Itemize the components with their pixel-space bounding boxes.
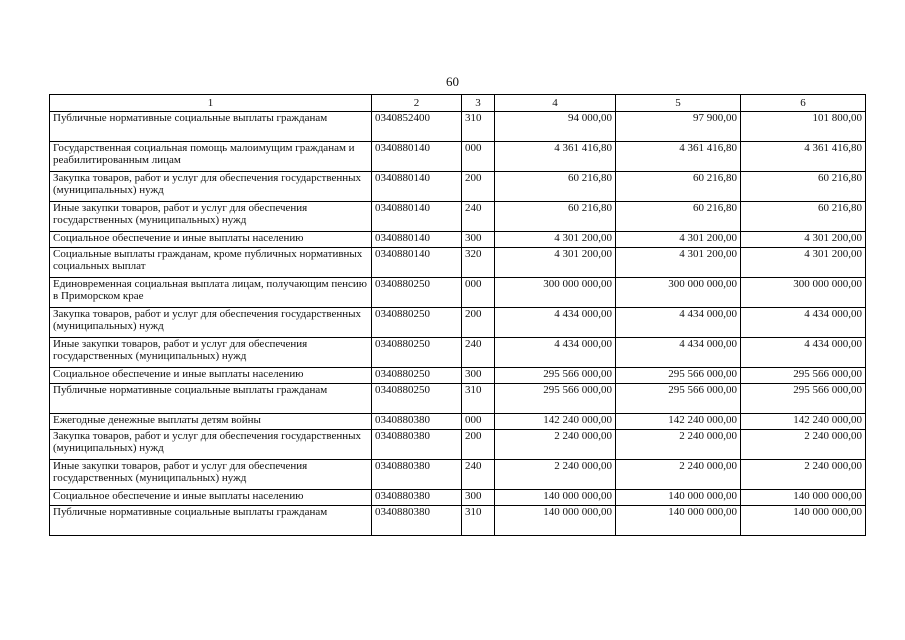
row-name-cell: Иные закупки товаров, работ и услуг для обеспечения государственных (муниципальных) нужд	[50, 460, 372, 490]
row-amount-cell: 4 301 200,00	[741, 248, 866, 278]
table-row	[50, 368, 866, 384]
row-vr-cell: 000	[462, 414, 495, 430]
row-amount-cell: 60 216,80	[495, 202, 616, 232]
row-amount-cell: 295 566 000,00	[741, 368, 866, 384]
table-row	[50, 338, 866, 368]
row-name-cell: Социальные выплаты гражданам, кроме публичных нормативных социальных выплат	[50, 248, 372, 278]
table-row	[50, 460, 866, 490]
row-name-cell: Государственная социальная помощь малоимущим гражданам и реабилитированным лицам	[50, 142, 372, 172]
row-code-cell: 0340880380	[372, 490, 462, 506]
table-row	[50, 112, 866, 142]
row-code-cell: 0340880380	[372, 460, 462, 490]
row-amount-cell: 140 000 000,00	[495, 490, 616, 506]
row-code-cell: 0340880380	[372, 506, 462, 536]
row-vr-cell: 000	[462, 278, 495, 308]
row-amount-cell: 4 301 200,00	[616, 248, 741, 278]
row-amount-cell: 2 240 000,00	[495, 430, 616, 460]
table-row	[50, 308, 866, 338]
row-amount-cell: 2 240 000,00	[741, 460, 866, 490]
row-code-cell: 0340880380	[372, 430, 462, 460]
row-code-cell: 0340880140	[372, 232, 462, 248]
column-header: 3	[462, 95, 495, 112]
row-amount-cell: 4 361 416,80	[741, 142, 866, 172]
table-row	[50, 278, 866, 308]
row-code-cell: 0340880140	[372, 172, 462, 202]
row-name-cell: Публичные нормативные социальные выплаты гражданам	[50, 384, 372, 414]
row-amount-cell: 142 240 000,00	[741, 414, 866, 430]
row-amount-cell: 4 301 200,00	[495, 232, 616, 248]
page-number: 60	[446, 74, 459, 89]
row-vr-cell: 320	[462, 248, 495, 278]
row-amount-cell: 295 566 000,00	[616, 368, 741, 384]
row-vr-cell: 300	[462, 490, 495, 506]
row-amount-cell: 4 361 416,80	[616, 142, 741, 172]
table-row	[50, 172, 866, 202]
row-code-cell: 0340880250	[372, 278, 462, 308]
row-amount-cell: 142 240 000,00	[616, 414, 741, 430]
row-code-cell: 0340880140	[372, 248, 462, 278]
row-code-cell: 0340880380	[372, 414, 462, 430]
row-amount-cell: 60 216,80	[616, 202, 741, 232]
row-amount-cell: 2 240 000,00	[495, 460, 616, 490]
row-name-cell: Закупка товаров, работ и услуг для обеспечения государственных (муниципальных) нужд	[50, 430, 372, 460]
row-vr-cell: 200	[462, 430, 495, 460]
table-row	[50, 232, 866, 248]
row-name-cell: Публичные нормативные социальные выплаты гражданам	[50, 112, 372, 142]
row-amount-cell: 60 216,80	[616, 172, 741, 202]
row-amount-cell: 295 566 000,00	[616, 384, 741, 414]
row-amount-cell: 300 000 000,00	[495, 278, 616, 308]
column-header: 4	[495, 95, 616, 112]
row-amount-cell: 4 434 000,00	[616, 308, 741, 338]
row-vr-cell: 200	[462, 172, 495, 202]
row-name-cell: Иные закупки товаров, работ и услуг для обеспечения государственных (муниципальных) нужд	[50, 338, 372, 368]
row-name-cell: Публичные нормативные социальные выплаты гражданам	[50, 506, 372, 536]
row-amount-cell: 295 566 000,00	[741, 384, 866, 414]
budget-table	[49, 94, 866, 536]
row-amount-cell: 295 566 000,00	[495, 384, 616, 414]
row-amount-cell: 101 800,00	[741, 112, 866, 142]
row-amount-cell: 4 301 200,00	[616, 232, 741, 248]
row-vr-cell: 240	[462, 202, 495, 232]
row-amount-cell: 4 434 000,00	[616, 338, 741, 368]
row-amount-cell: 4 434 000,00	[741, 338, 866, 368]
row-name-cell: Социальное обеспечение и иные выплаты населению	[50, 368, 372, 384]
row-vr-cell: 240	[462, 460, 495, 490]
row-name-cell: Иные закупки товаров, работ и услуг для обеспечения государственных (муниципальных) нужд	[50, 202, 372, 232]
row-vr-cell: 000	[462, 142, 495, 172]
row-vr-cell: 240	[462, 338, 495, 368]
row-name-cell: Социальное обеспечение и иные выплаты населению	[50, 490, 372, 506]
table-row	[50, 142, 866, 172]
row-amount-cell: 4 301 200,00	[495, 248, 616, 278]
table-row	[50, 430, 866, 460]
row-name-cell: Закупка товаров, работ и услуг для обеспечения государственных (муниципальных) нужд	[50, 308, 372, 338]
row-name-cell: Единовременная социальная выплата лицам, получающим пенсию в Приморском крае	[50, 278, 372, 308]
row-amount-cell: 300 000 000,00	[616, 278, 741, 308]
row-amount-cell: 4 434 000,00	[495, 338, 616, 368]
header-row	[50, 95, 866, 112]
row-name-cell: Закупка товаров, работ и услуг для обеспечения государственных (муниципальных) нужд	[50, 172, 372, 202]
row-amount-cell: 97 900,00	[616, 112, 741, 142]
row-code-cell: 0340880140	[372, 202, 462, 232]
row-amount-cell: 4 434 000,00	[495, 308, 616, 338]
row-vr-cell: 200	[462, 308, 495, 338]
row-code-cell: 0340880250	[372, 338, 462, 368]
row-amount-cell: 300 000 000,00	[741, 278, 866, 308]
row-amount-cell: 4 301 200,00	[741, 232, 866, 248]
table-row	[50, 490, 866, 506]
row-amount-cell: 2 240 000,00	[616, 460, 741, 490]
row-amount-cell: 2 240 000,00	[616, 430, 741, 460]
row-code-cell: 0340880140	[372, 142, 462, 172]
row-vr-cell: 300	[462, 368, 495, 384]
column-header: 5	[616, 95, 741, 112]
row-code-cell: 0340880250	[372, 308, 462, 338]
row-amount-cell: 140 000 000,00	[741, 506, 866, 536]
row-amount-cell: 60 216,80	[741, 202, 866, 232]
table-row	[50, 414, 866, 430]
row-code-cell: 0340880250	[372, 368, 462, 384]
row-amount-cell: 140 000 000,00	[616, 506, 741, 536]
row-amount-cell: 94 000,00	[495, 112, 616, 142]
table-row	[50, 248, 866, 278]
column-header: 6	[741, 95, 866, 112]
row-vr-cell: 310	[462, 384, 495, 414]
row-vr-cell: 310	[462, 112, 495, 142]
row-code-cell: 0340852400	[372, 112, 462, 142]
row-vr-cell: 300	[462, 232, 495, 248]
row-amount-cell: 60 216,80	[741, 172, 866, 202]
row-amount-cell: 2 240 000,00	[741, 430, 866, 460]
row-amount-cell: 295 566 000,00	[495, 368, 616, 384]
row-vr-cell: 310	[462, 506, 495, 536]
row-amount-cell: 140 000 000,00	[741, 490, 866, 506]
table-row	[50, 202, 866, 232]
row-amount-cell: 4 361 416,80	[495, 142, 616, 172]
row-name-cell: Социальное обеспечение и иные выплаты населению	[50, 232, 372, 248]
table-row	[50, 384, 866, 414]
row-amount-cell: 140 000 000,00	[616, 490, 741, 506]
row-code-cell: 0340880250	[372, 384, 462, 414]
column-header: 2	[372, 95, 462, 112]
row-amount-cell: 140 000 000,00	[495, 506, 616, 536]
table-row	[50, 506, 866, 536]
row-name-cell: Ежегодные денежные выплаты детям войны	[50, 414, 372, 430]
row-amount-cell: 60 216,80	[495, 172, 616, 202]
row-amount-cell: 142 240 000,00	[495, 414, 616, 430]
row-amount-cell: 4 434 000,00	[741, 308, 866, 338]
column-header: 1	[50, 95, 372, 112]
